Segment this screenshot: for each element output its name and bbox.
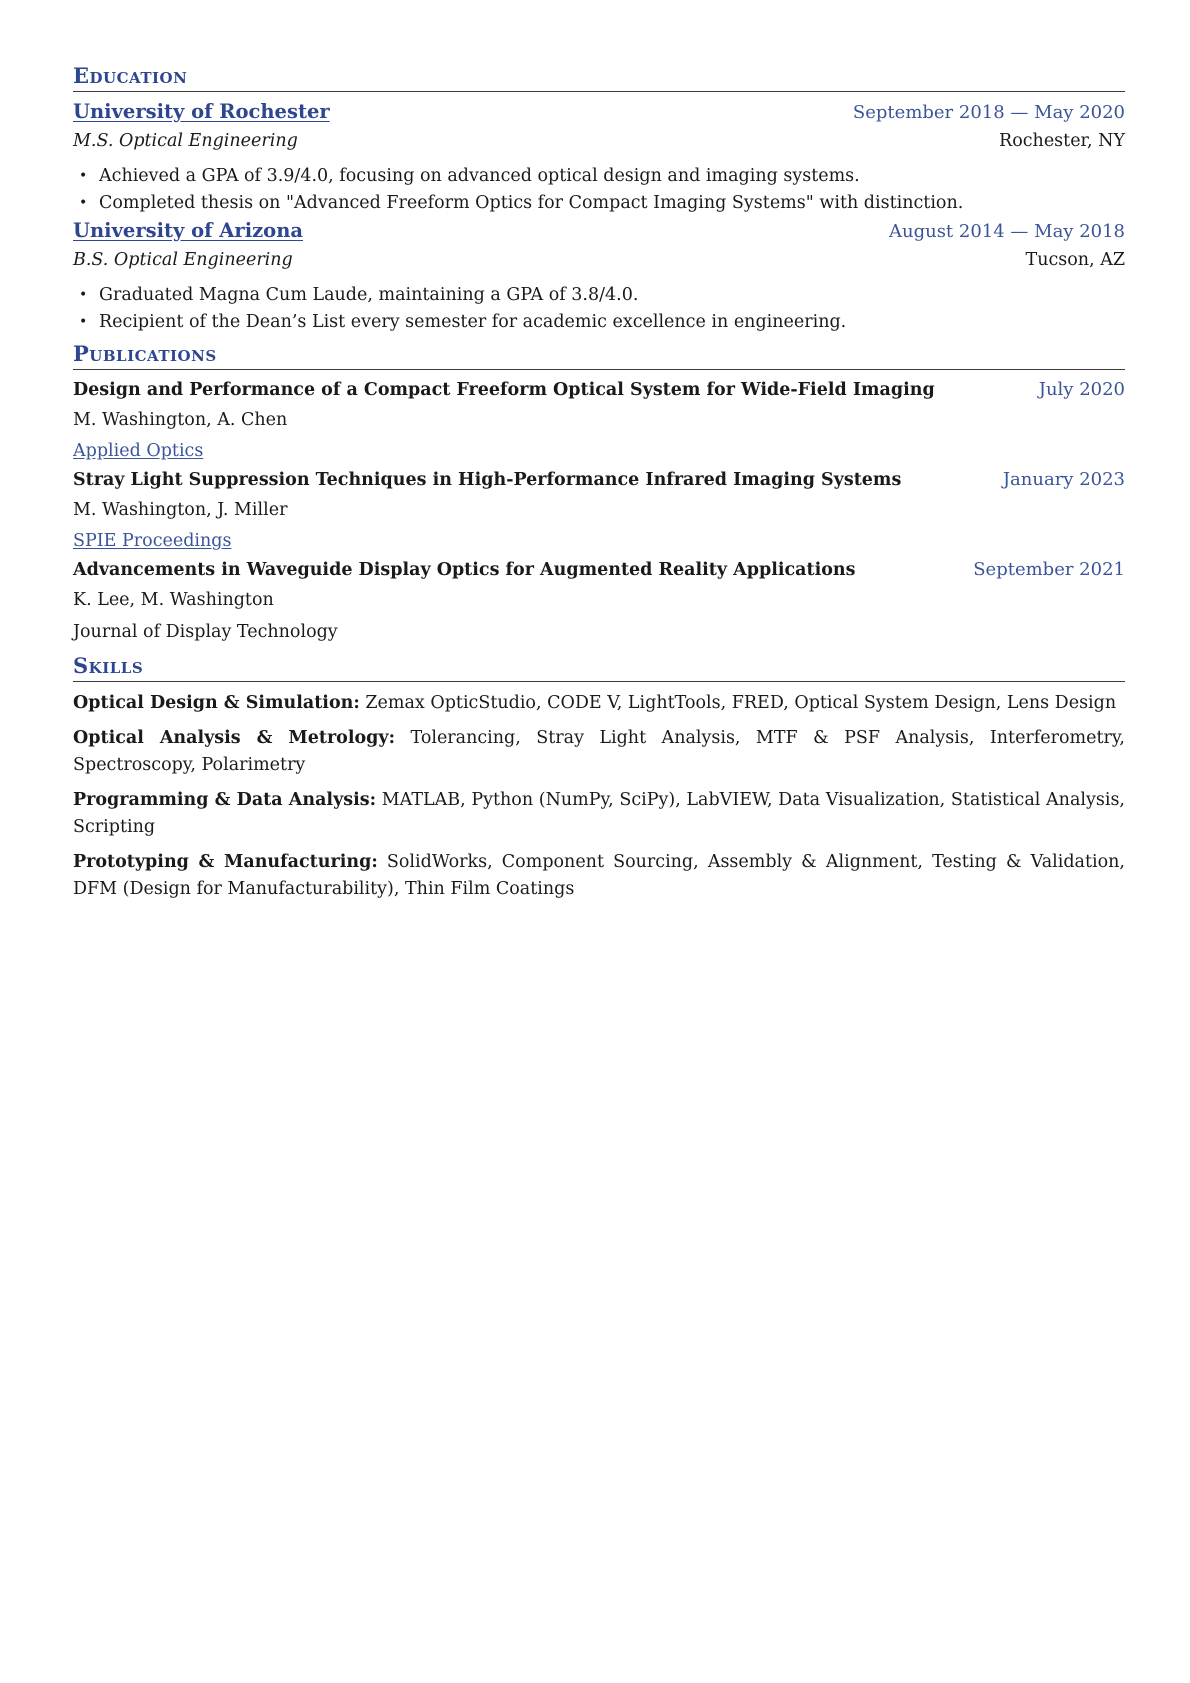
skill-text: Tolerancing, Stray Light Analysis, MTF & PSF Analysis, Interferometry, Spectroscopy, Polarimetry — [73, 728, 1125, 775]
skill-item — [73, 787, 1125, 841]
skill-label: Optical Design & Simulation: — [73, 693, 360, 713]
institution-link[interactable]: University of Rochester — [73, 100, 330, 123]
publication-authors: M. Washington, A. Chen — [73, 410, 288, 430]
institution-link[interactable]: University of Arizona — [73, 219, 304, 242]
education-entry — [73, 98, 1125, 217]
skill-item — [73, 849, 1125, 903]
publication-entry — [73, 466, 1125, 556]
skills-section — [73, 652, 1125, 903]
degree: B.S. Optical Engineering — [73, 250, 293, 270]
list-item: • Completed thesis on "Advanced Freeform Optics for Compact Imaging Systems" with distinction. — [79, 193, 964, 213]
skill-text: MATLAB, Python (NumPy, SciPy), LabVIEW, Data Visualization, Statistical Analysis, Scripting — [73, 790, 1125, 837]
list-item: • Recipient of the Dean’s List every semester for academic excellence in engineering. — [79, 312, 847, 332]
publication-authors: K. Lee, M. Washington — [73, 590, 274, 610]
publication-authors: M. Washington, J. Miller — [73, 500, 288, 520]
education-heading: Education — [73, 62, 1125, 92]
skill-label: Optical Analysis & Metrology: — [73, 728, 396, 748]
publications-section — [73, 340, 1125, 648]
skill-item — [73, 690, 1125, 717]
skill-item — [73, 725, 1125, 779]
publication-title: Stray Light Suppression Techniques in High-Performance Infrared Imaging Systems — [73, 470, 902, 490]
skill-label: Prototyping & Manufacturing: — [73, 852, 378, 872]
publication-date: January 2023 — [1002, 469, 1125, 490]
publication-venue-link[interactable]: SPIE Proceedings — [73, 531, 232, 551]
publication-date: July 2020 — [1038, 379, 1125, 400]
location: Rochester, NY — [999, 131, 1125, 151]
publication-entry — [73, 556, 1125, 648]
publication-date: September 2021 — [973, 559, 1125, 580]
publication-venue-link[interactable]: Applied Optics — [73, 441, 204, 461]
education-bullets — [73, 282, 1125, 336]
publication-venue: Journal of Display Technology — [73, 622, 338, 642]
skill-text: SolidWorks, Component Sourcing, Assembly & Alignment, Testing & Validation, DFM (Design for Manufacturability), Thin Film Coatings — [73, 852, 1125, 899]
skill-text: Zemax OpticStudio, CODE V, LightTools, FRED, Optical System Design, Lens Design — [365, 693, 1117, 713]
education-entry — [73, 217, 1125, 336]
publications-heading: Publications — [73, 340, 1125, 370]
education-section — [73, 62, 1125, 336]
resume-page — [73, 62, 1125, 903]
publication-entry — [73, 376, 1125, 466]
education-bullets — [73, 163, 1125, 217]
degree: M.S. Optical Engineering — [73, 131, 298, 151]
list-item: • Graduated Magna Cum Laude, maintaining a GPA of 3.8/4.0. — [79, 285, 639, 305]
publication-title: Design and Performance of a Compact Freeform Optical System for Wide-Field Imaging — [73, 380, 935, 400]
location: Tucson, AZ — [1025, 250, 1125, 270]
education-dates: September 2018 — May 2020 — [852, 102, 1125, 123]
skills-heading: Skills — [73, 652, 1125, 682]
list-item: • Achieved a GPA of 3.9/4.0, focusing on advanced optical design and imaging systems. — [79, 166, 860, 186]
publication-title: Advancements in Waveguide Display Optics for Augmented Reality Applications — [73, 560, 856, 580]
education-dates: August 2014 — May 2018 — [888, 221, 1125, 242]
skill-label: Programming & Data Analysis: — [73, 790, 377, 810]
